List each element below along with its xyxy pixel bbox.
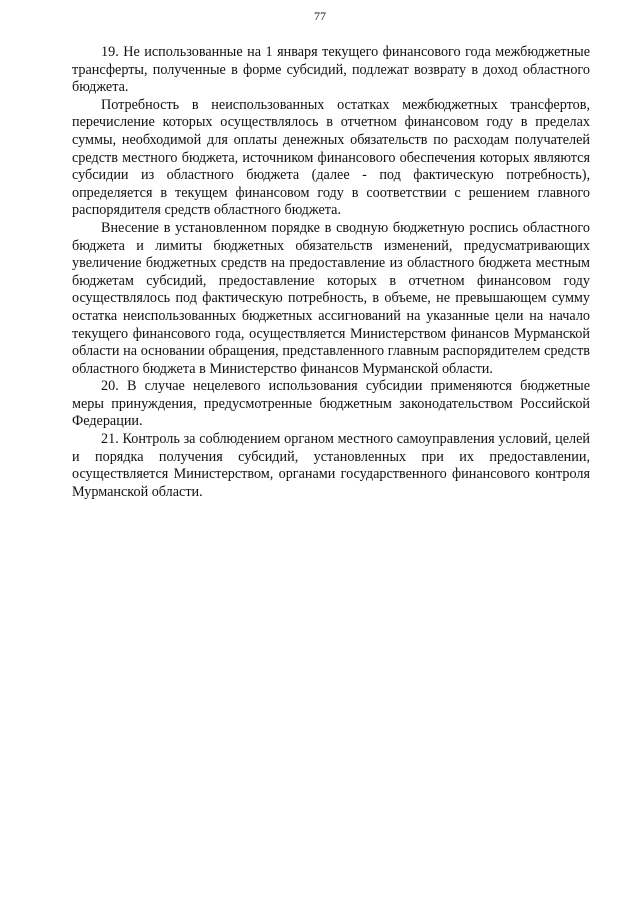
page-number: 77 <box>314 9 326 23</box>
paragraph-need-unused-balances: Потребность в неиспользованных остатках межбюджетных трансфертов, перечисление которых осуществлялось в отчетном финансовом году в пределах суммы, необходимой для оплаты денежных обязательств по расходам получателей средств местного бюджета, источником финансового обеспечения которых являются субсидии из областного бюджета (далее - под фактическую потребность), определяется в текущем финансовом году в соответствии с решением главного распорядителя средств областного бюджета. <box>72 96 590 219</box>
document-body <box>72 44 590 501</box>
paragraph-21: 21. Контроль за соблюдением органом местного самоуправления условий, целей и порядка получения субсидий, установленных при их предоставлении, осуществляется Министерством, органами государственного финансового контроля Мурманской области. <box>72 431 590 500</box>
paragraph-budget-amendments: Внесение в установленном порядке в сводную бюджетную роспись областного бюджета и лимиты бюджетных обязательств изменений, предусматривающих увеличение бюджетных средств на предоставление из областного бюджета местным бюджетам субсидий, предоставление которых в отчетном финансовом году осуществлялось под фактическую потребность, в объеме, не превышающем сумму остатка неиспользованных бюджетных ассигнований на указанные цели на начало текущего финансового года, осуществляется Министерством финансов Мурманской области на основании обращения, представленного главным распорядителем средств областного бюджета в Министерство финансов Мурманской области. <box>72 219 590 377</box>
paragraph-19: 19. Не использованные на 1 января текущего финансового года межбюджетные трансферты, полученные в форме субсидий, подлежат возврату в доход областного бюджета. <box>72 44 590 96</box>
paragraph-20: 20. В случае нецелевого использования субсидии применяются бюджетные меры принуждения, предусмотренные бюджетным законодательством Российской Федерации. <box>72 378 590 430</box>
